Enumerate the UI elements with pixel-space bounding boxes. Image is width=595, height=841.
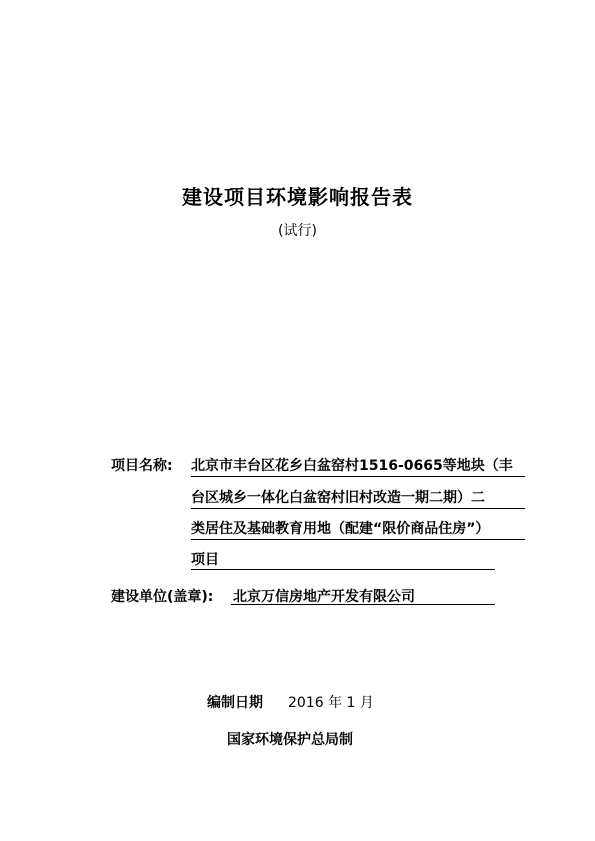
compile-date-value: 2016 年 1 月	[288, 695, 374, 711]
project-name-underline-2	[191, 508, 525, 509]
construction-unit-label: 建设单位(盖章):	[111, 589, 214, 605]
compile-date-label: 编制日期	[207, 695, 263, 711]
project-name-line-2: 台区城乡一体化白盆窑村旧村改造一期二期）二	[191, 490, 485, 506]
document-subtitle: (试行)	[278, 223, 317, 239]
construction-unit-underline	[231, 604, 495, 605]
project-name-underline-4	[191, 569, 495, 570]
document-title: 建设项目环境影响报告表	[182, 185, 413, 209]
issuer-text: 国家环境保护总局制	[227, 732, 353, 748]
project-name-line-3: 类居住及基础教育用地（配建“限价商品住房”）	[191, 521, 490, 537]
project-name-line-4: 项目	[191, 552, 219, 568]
construction-unit-name: 北京万信房地产开发有限公司	[233, 589, 415, 605]
project-name-underline-3	[191, 539, 525, 540]
project-name-label: 项目名称:	[111, 458, 173, 474]
project-name-line-1: 北京市丰台区花乡白盆窑村1516-0665等地块（丰	[191, 458, 513, 474]
project-name-underline-1	[191, 476, 525, 477]
